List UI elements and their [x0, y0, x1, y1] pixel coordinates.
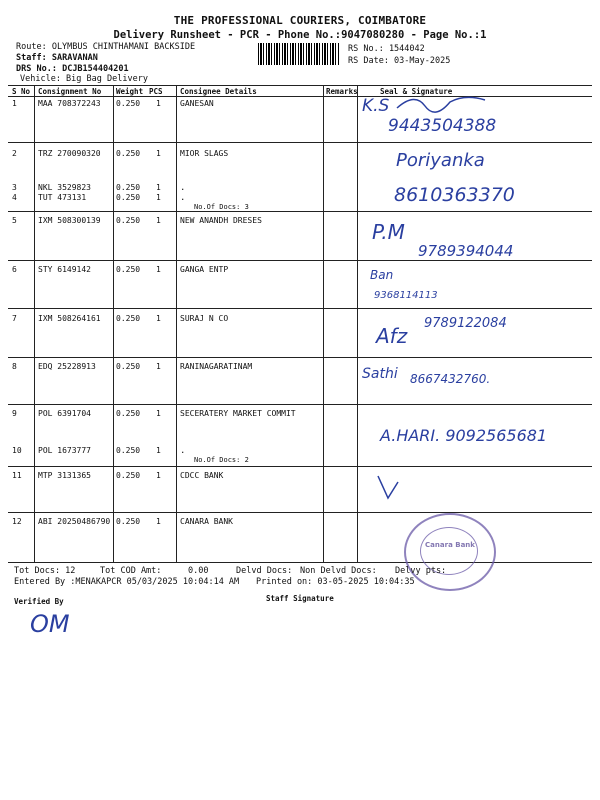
row-sno: 2 [12, 149, 17, 158]
table-row [0, 446, 600, 460]
col-header-weight: Weight [116, 87, 144, 96]
signature-1-phone: 9443504388 [388, 116, 497, 136]
row-consignee: . [180, 183, 186, 193]
document-subtitle: Delivery Runsheet - PCR - Phone No.:9047080280 - Page No.:1 [113, 29, 487, 41]
row-divider [8, 512, 592, 513]
row-weight: 0.250 [116, 216, 141, 225]
staff-line [16, 53, 98, 63]
row-consignment: EDQ 25228913 [38, 362, 96, 371]
group-doc-count: No.Of Docs: 3 [194, 203, 249, 211]
row-weight: 0.250 [116, 193, 141, 202]
table-row [0, 362, 600, 376]
signature-5-name: P.M [372, 220, 405, 244]
table-top-border [8, 85, 592, 86]
row-consignee: GANGA ENTP [180, 265, 229, 274]
table-row [0, 216, 600, 230]
row-pcs: 1 [156, 362, 161, 371]
row-weight: 0.250 [116, 265, 141, 274]
drs-value: DCJB154404201 [62, 64, 129, 74]
row-divider [8, 308, 592, 309]
row-pcs: 1 [156, 517, 161, 526]
row-consignment: STY 6149142 [38, 265, 91, 274]
row-consignment: MTP 3131365 [38, 471, 91, 480]
row-consignment: POL 1673777 [38, 446, 91, 455]
total-docs: Tot Docs: 12 [14, 566, 76, 576]
total-cod-value: 0.00 [188, 566, 209, 576]
row-pcs: 1 [156, 193, 161, 202]
signature-5-phone: 9789394044 [418, 242, 514, 260]
signature-1-name: K.S [362, 96, 390, 116]
row-consignment: TRZ 270090320 [38, 149, 101, 158]
table-row [0, 409, 600, 423]
row-consignment: NKL 3529823 [38, 183, 91, 192]
rs-no: RS No.: 1544042 [348, 44, 425, 54]
bank-stamp [404, 513, 496, 591]
col-header-pcs: PCS [149, 87, 163, 96]
route-text: Route: OLYMBUS CHINTHAMANI BACKSIDE [16, 42, 196, 52]
row-consignee: . [180, 193, 186, 203]
row-sno: 4 [12, 193, 17, 202]
row-divider [8, 404, 592, 405]
table-row [0, 314, 600, 328]
table-row [0, 517, 600, 531]
signature-8-name: Sathi [362, 366, 398, 382]
verifier-signature: OM [30, 610, 70, 638]
row-weight: 0.250 [116, 471, 141, 480]
row-weight: 0.250 [116, 149, 141, 158]
signature-11-scribble [374, 472, 404, 506]
row-consignee: SURAJ N CO [180, 314, 229, 323]
row-pcs: 1 [156, 149, 161, 158]
row-weight: 0.250 [116, 409, 141, 418]
row-weight: 0.250 [116, 517, 141, 526]
group-doc-count: No.Of Docs: 2 [194, 456, 249, 464]
table-bottom-border [8, 562, 592, 563]
row-consignee: RANINAGARATINAM [180, 362, 253, 371]
row-weight: 0.250 [116, 183, 141, 192]
row-sno: 10 [12, 446, 22, 455]
row-weight: 0.250 [116, 99, 141, 108]
row-divider [8, 466, 592, 467]
signature-7-name: Afz [376, 324, 408, 348]
printed-on: Printed on: 03-05-2025 10:04:35 [256, 577, 415, 587]
row-sno: 6 [12, 265, 17, 274]
row-consignment: MAA 708372243 [38, 99, 101, 108]
table-row [0, 149, 600, 163]
row-consignee: SECERATERY MARKET COMMIT [180, 409, 296, 418]
signature-7-phone: 9789122084 [424, 316, 507, 331]
signature-8-phone: 8667432760. [410, 372, 491, 386]
row-pcs: 1 [156, 183, 161, 192]
row-pcs: 1 [156, 99, 161, 108]
col-header-remarks: Remarks [326, 87, 358, 96]
row-sno: 5 [12, 216, 17, 225]
row-sno: 12 [12, 517, 22, 526]
row-consignment: IXM 508300139 [38, 216, 101, 225]
signature-6-name: Ban [370, 268, 394, 282]
table-row [0, 99, 600, 113]
row-pcs: 1 [156, 471, 161, 480]
signature-2-phone: 8610363370 [394, 184, 515, 206]
vehicle-text: Vehicle: Big Bag Delivery [20, 74, 148, 84]
table-row [0, 265, 600, 279]
row-consignee: . [180, 446, 186, 456]
row-divider [8, 260, 592, 261]
row-consignment: TUT 473131 [38, 193, 87, 202]
drs-label: DRS No.: [16, 64, 57, 74]
row-consignment: ABI 20250486790 [38, 517, 111, 526]
total-cod-label: Tot COD Amt: [100, 566, 162, 576]
row-sno: 9 [12, 409, 17, 418]
table-header-border [8, 96, 592, 97]
row-sno: 11 [12, 471, 22, 480]
row-pcs: 1 [156, 409, 161, 418]
row-weight: 0.250 [116, 314, 141, 323]
row-sno: 3 [12, 183, 17, 192]
entered-by: Entered By :MENAKAPCR 05/03/2025 10:04:14 AM [14, 577, 240, 587]
row-consignee: NEW ANANDH DRESES [180, 216, 262, 225]
col-header-consignee: Consignee Details [180, 87, 257, 96]
row-sno: 8 [12, 362, 17, 371]
staff-signature-label: Staff Signature [266, 594, 334, 603]
barcode [258, 43, 340, 65]
signature-2-name: Poriyanka [396, 150, 485, 171]
row-weight: 0.250 [116, 362, 141, 371]
col-header-sno: S No [12, 87, 31, 96]
row-divider [8, 211, 592, 212]
bank-stamp-text: Canara Bank [425, 541, 475, 549]
row-sno: 7 [12, 314, 17, 323]
row-sno: 1 [12, 99, 17, 108]
row-pcs: 1 [156, 265, 161, 274]
staff-value: SARAVANAN [51, 53, 98, 63]
col-header-seal: Seal & Signature [380, 87, 453, 96]
delivery-points: Delvy pts: [395, 566, 447, 576]
non-delivered-docs: Non Delvd Docs: [300, 566, 377, 576]
delivered-docs: Delvd Docs: [236, 566, 293, 576]
row-divider [8, 142, 592, 143]
col-header-consignment: Consignment No [38, 87, 102, 96]
table-row [0, 471, 600, 485]
staff-label: Staff: [16, 53, 47, 63]
row-consignee: GANESAN [180, 99, 214, 108]
row-consignee: CANARA BANK [180, 517, 233, 526]
drs-line [16, 64, 129, 74]
row-consignment: IXM 508264161 [38, 314, 101, 323]
signature-9-text: A.HARI. 9092565681 [380, 426, 548, 445]
verified-by-label: Verified By [14, 597, 64, 606]
signature-scribble [395, 88, 490, 116]
row-weight: 0.250 [116, 446, 141, 455]
row-consignee: MIOR SLAGS [180, 149, 229, 158]
row-consignment: POL 6391704 [38, 409, 91, 418]
document-title: THE PROFESSIONAL COURIERS, COIMBATORE [173, 14, 427, 27]
row-consignee: CDCC BANK [180, 471, 224, 480]
row-divider [8, 357, 592, 358]
rs-date: RS Date: 03-May-2025 [348, 56, 451, 66]
row-pcs: 1 [156, 314, 161, 323]
signature-6-phone: 9368114113 [374, 290, 438, 301]
row-pcs: 1 [156, 446, 161, 455]
row-pcs: 1 [156, 216, 161, 225]
